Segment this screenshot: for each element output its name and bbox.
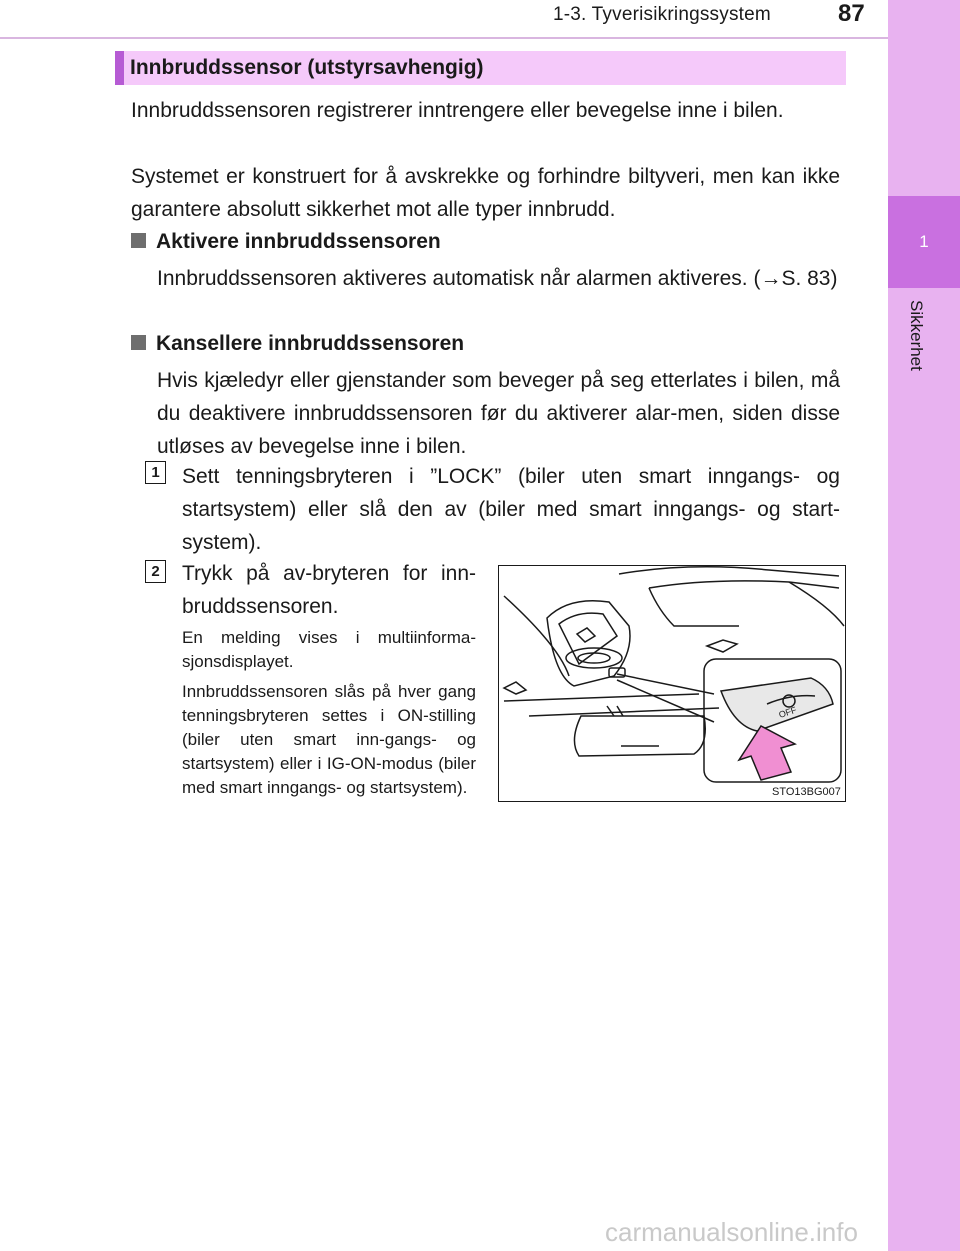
chapter-label: Sikkerhet (907, 300, 926, 371)
cancel-subheading (131, 329, 464, 359)
header-section-title: 1-3. Tyverisikringssystem (553, 4, 771, 25)
intro-paragraph-2: Systemet er konstruert for å avskrekke og forhindre biltyveri, men kan ikke garantere absolutt sikkerhet mot alle typer innbrudd. (131, 165, 840, 221)
watermark: carmanualsonline.info (605, 1217, 858, 1247)
figure-code: STO13BG007 (772, 786, 841, 798)
activate-subheading (131, 227, 441, 257)
square-bullet-icon (131, 233, 146, 248)
console-drawing (499, 566, 846, 802)
page-number: 87 (838, 0, 865, 27)
press-arrow-icon (739, 726, 795, 780)
step-2-note-2: Innbruddssensoren slås på hver gang tenningsbryteren settes i ON-stilling (biler uten smart inn-gangs- og startsystem) eller i IG-ON-modus (biler med smart inngangs- og startsystem). (182, 682, 476, 797)
step-2-text: Trykk på av-bryteren for inn-bruddssensoren. (182, 562, 476, 618)
off-button-label: OFF (777, 704, 798, 720)
chapter-side-tab (888, 0, 960, 1251)
chapter-number: 1 (919, 232, 929, 251)
activate-text: Innbruddssensoren aktiveres automatisk når alarmen aktiveres. (→S. 83) (157, 267, 838, 290)
square-bullet-icon (131, 335, 146, 350)
intro-paragraph-1: Innbruddssensoren registrerer inntrengere eller bevegelse inne i bilen. (131, 99, 784, 122)
step-2-note-1: En melding vises i multiinforma-sjonsdisplayet. (182, 628, 476, 671)
section-heading: Innbruddssensor (utstyrsavhengig) (115, 51, 846, 85)
activate-title: Aktivere innbruddssensoren (156, 230, 441, 253)
cancel-text: Hvis kjæledyr eller gjenstander som beveger på seg etterlates i bilen, må du deaktivere innbruddssensoren før du aktiverer alar-men, siden disse utløses av bevegelse inne i bilen. (157, 369, 840, 458)
overhead-console-illustration (498, 565, 846, 802)
header-divider (0, 37, 888, 39)
step-1-text: Sett tenningsbryteren i ”LOCK” (biler uten smart inngangs- og startsystem) eller slå den av (biler med smart inngangs- og start-system). (182, 465, 840, 554)
step-1-number: 1 (145, 461, 166, 484)
step-2-number: 2 (145, 560, 166, 583)
cancel-title: Kansellere innbruddssensoren (156, 332, 465, 355)
